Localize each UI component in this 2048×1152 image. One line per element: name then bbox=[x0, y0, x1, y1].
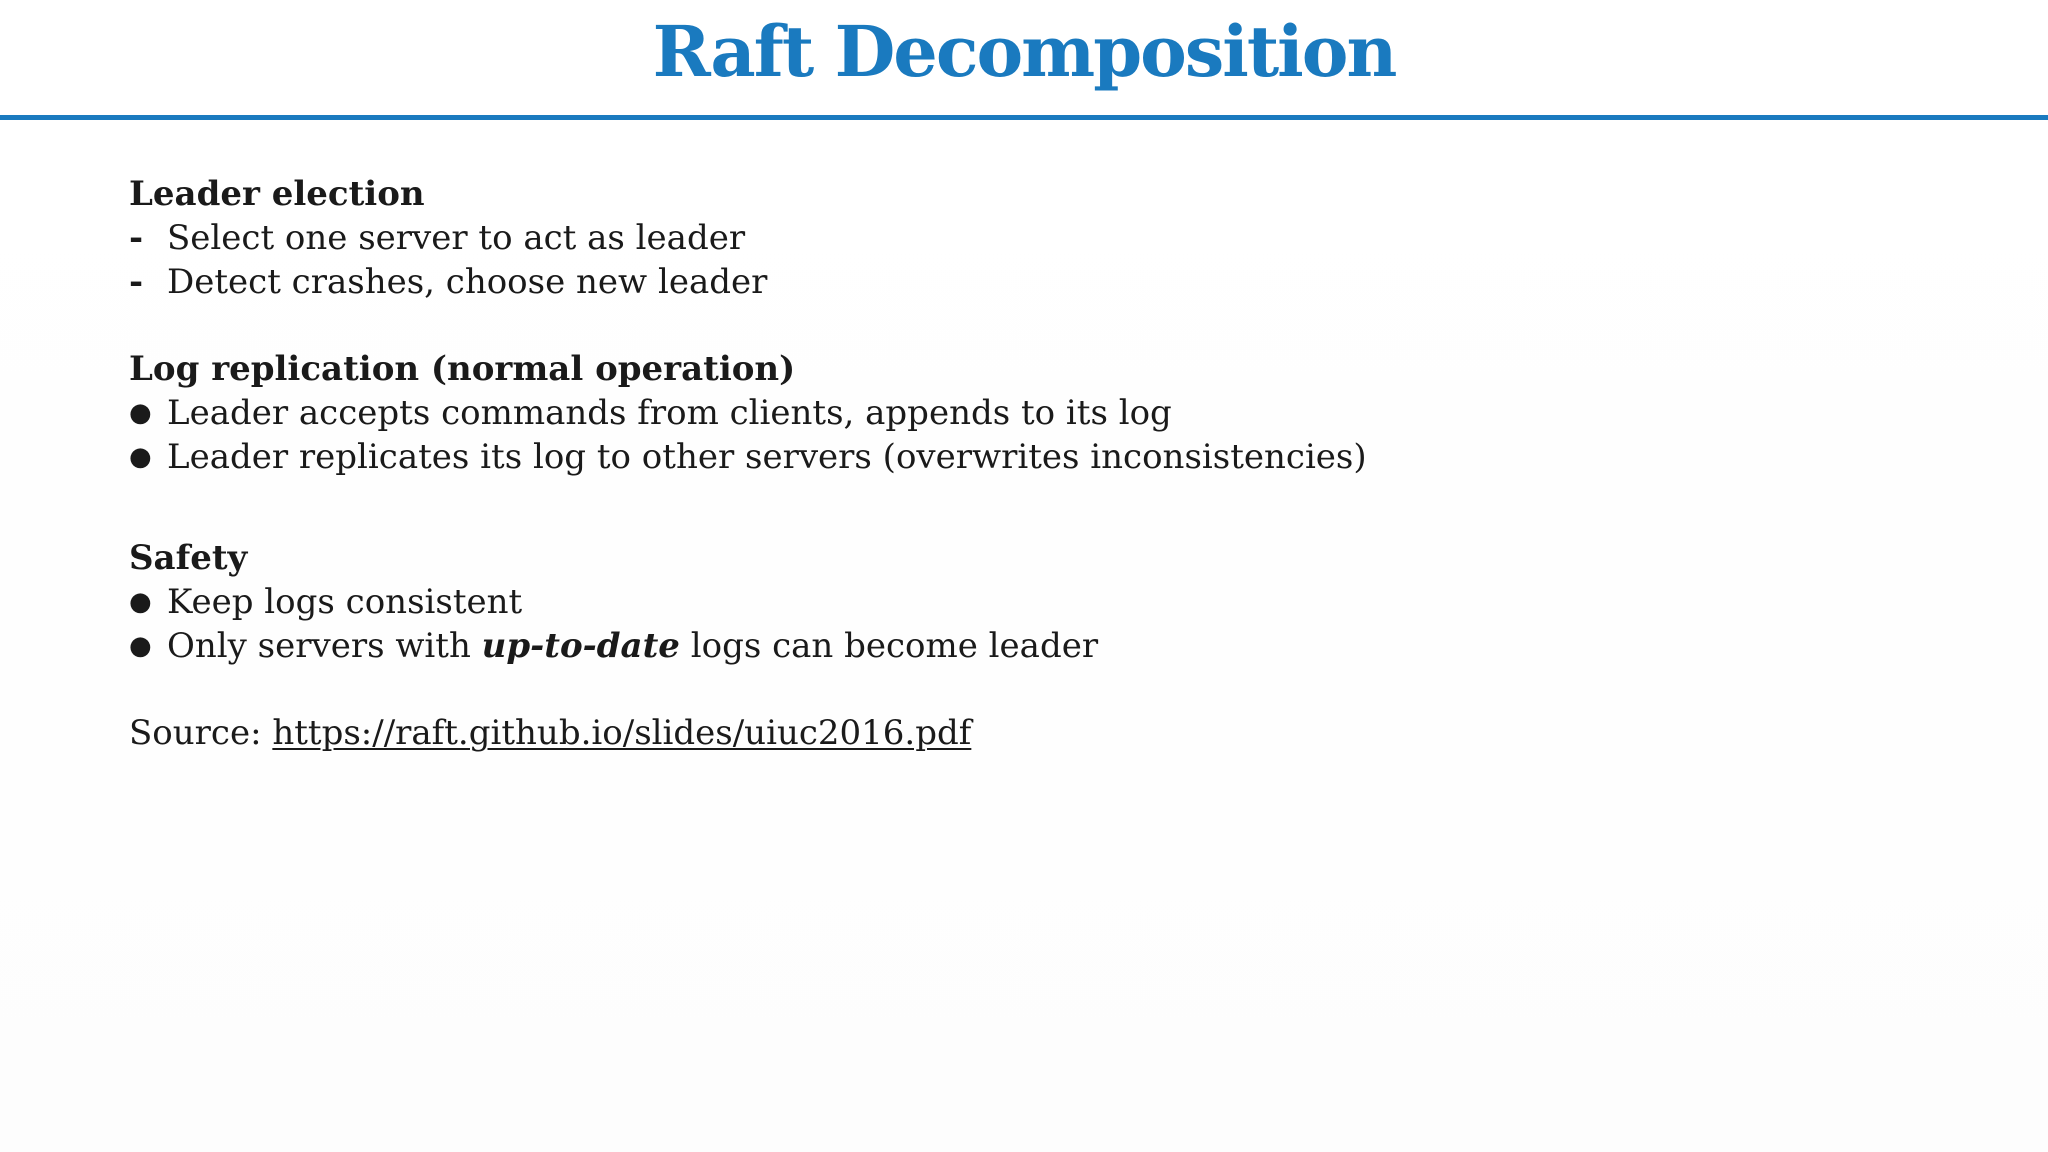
list-item-text: Detect crashes, choose new leader bbox=[167, 262, 768, 302]
bullet-icon: ● bbox=[129, 587, 152, 617]
list-item-text: Leader accepts commands from clients, appends to its log bbox=[167, 393, 1172, 433]
title-divider bbox=[0, 115, 2048, 120]
source-label: Source: bbox=[129, 713, 273, 753]
section-safety bbox=[129, 536, 1929, 668]
list-item bbox=[129, 435, 1929, 479]
list-item-text: Leader replicates its log to other servers (overwrites inconsistencies) bbox=[167, 437, 1367, 477]
list-item bbox=[129, 624, 1929, 668]
list-item-text: Select one server to act as leader bbox=[167, 218, 746, 258]
list-item-text-prefix: Only servers with bbox=[167, 626, 482, 666]
bullet-icon: ● bbox=[129, 631, 152, 661]
source-line bbox=[129, 711, 1929, 755]
list-item bbox=[129, 216, 1929, 260]
slide-content bbox=[129, 172, 1929, 755]
section-heading: Leader election bbox=[129, 174, 425, 214]
list-item-text-suffix: logs can become leader bbox=[679, 626, 1099, 666]
list-item bbox=[129, 580, 1929, 624]
emphasis-text: up-to-date bbox=[481, 626, 680, 666]
list-item bbox=[129, 391, 1929, 435]
source-link[interactable]: https://raft.github.io/slides/uiuc2016.pdf bbox=[272, 713, 972, 753]
list-item bbox=[129, 260, 1929, 304]
section-leader-election bbox=[129, 172, 1929, 304]
section-heading: Log replication (normal operation) bbox=[129, 349, 796, 389]
dash-marker: - bbox=[129, 218, 144, 258]
bullet-icon: ● bbox=[129, 442, 152, 472]
slide-title: Raft Decomposition bbox=[652, 10, 1396, 93]
section-heading: Safety bbox=[129, 538, 248, 578]
section-log-replication bbox=[129, 347, 1929, 479]
dash-marker: - bbox=[129, 262, 144, 302]
list-item-text: Keep logs consistent bbox=[167, 582, 523, 622]
bullet-icon: ● bbox=[129, 398, 152, 428]
